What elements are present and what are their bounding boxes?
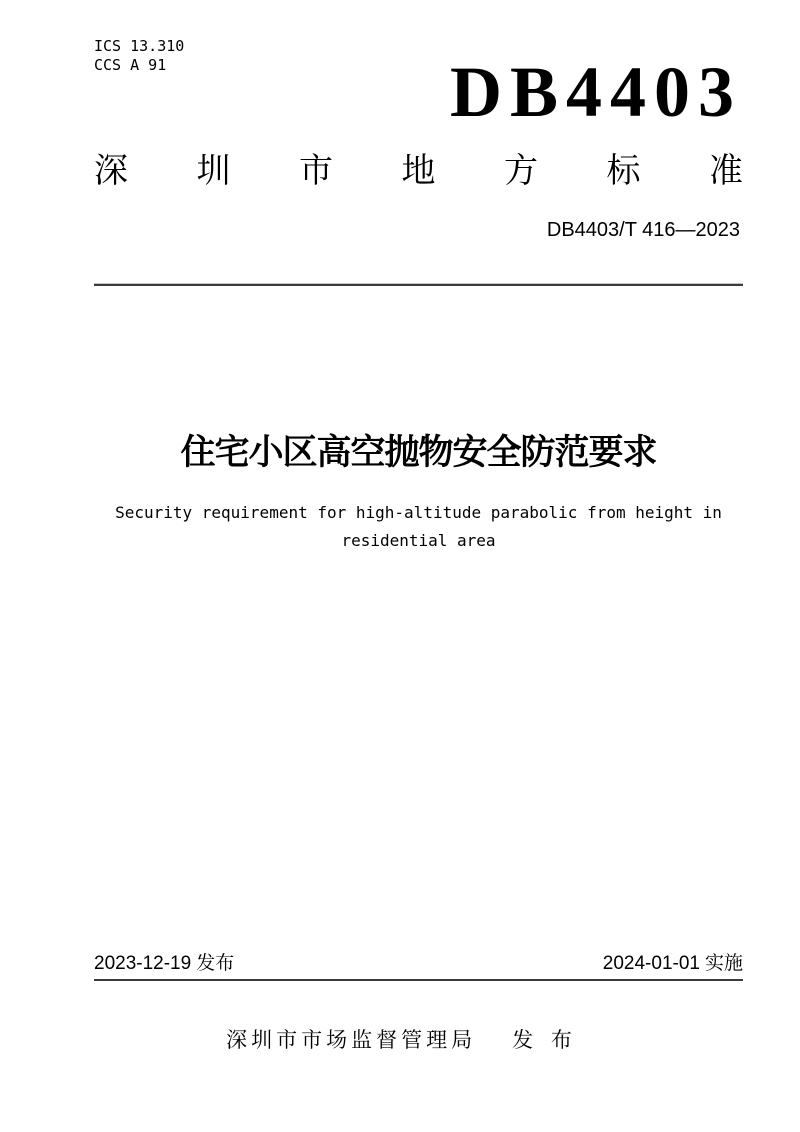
- classification-codes: [94, 37, 184, 75]
- top-divider: [94, 284, 743, 286]
- issue-date-value: 2023-12-19: [94, 953, 192, 974]
- standard-type-title: 深圳市地方标准: [94, 152, 743, 190]
- document-number: DB4403/T 416—2023: [546, 219, 740, 241]
- implementation-date-value: 2024-01-01: [602, 953, 700, 974]
- issue-date-label: 发布: [196, 953, 235, 974]
- publish-action-label: 发 布: [512, 1029, 574, 1052]
- implementation-date-label: 实施: [704, 953, 743, 974]
- document-title-en-line2: residential area: [341, 531, 496, 550]
- document-title-en-line1: Security requirement for high-altitude parabolic from height in: [115, 503, 722, 522]
- document-title-en: [94, 499, 743, 555]
- standard-code-large: DB4403: [449, 52, 742, 132]
- implementation-date: [603, 952, 743, 976]
- document-title-zh: 住宅小区高空抛物安全防范要求: [180, 433, 657, 472]
- ccs-code: CCS A 91: [94, 56, 167, 74]
- issue-date: [94, 952, 234, 976]
- publisher-row: [0, 1027, 800, 1054]
- publisher-name: 深圳市市场监督管理局: [226, 1029, 477, 1052]
- date-row: [94, 952, 743, 976]
- ics-code: ICS 13.310: [94, 37, 185, 55]
- bottom-divider: [94, 979, 743, 981]
